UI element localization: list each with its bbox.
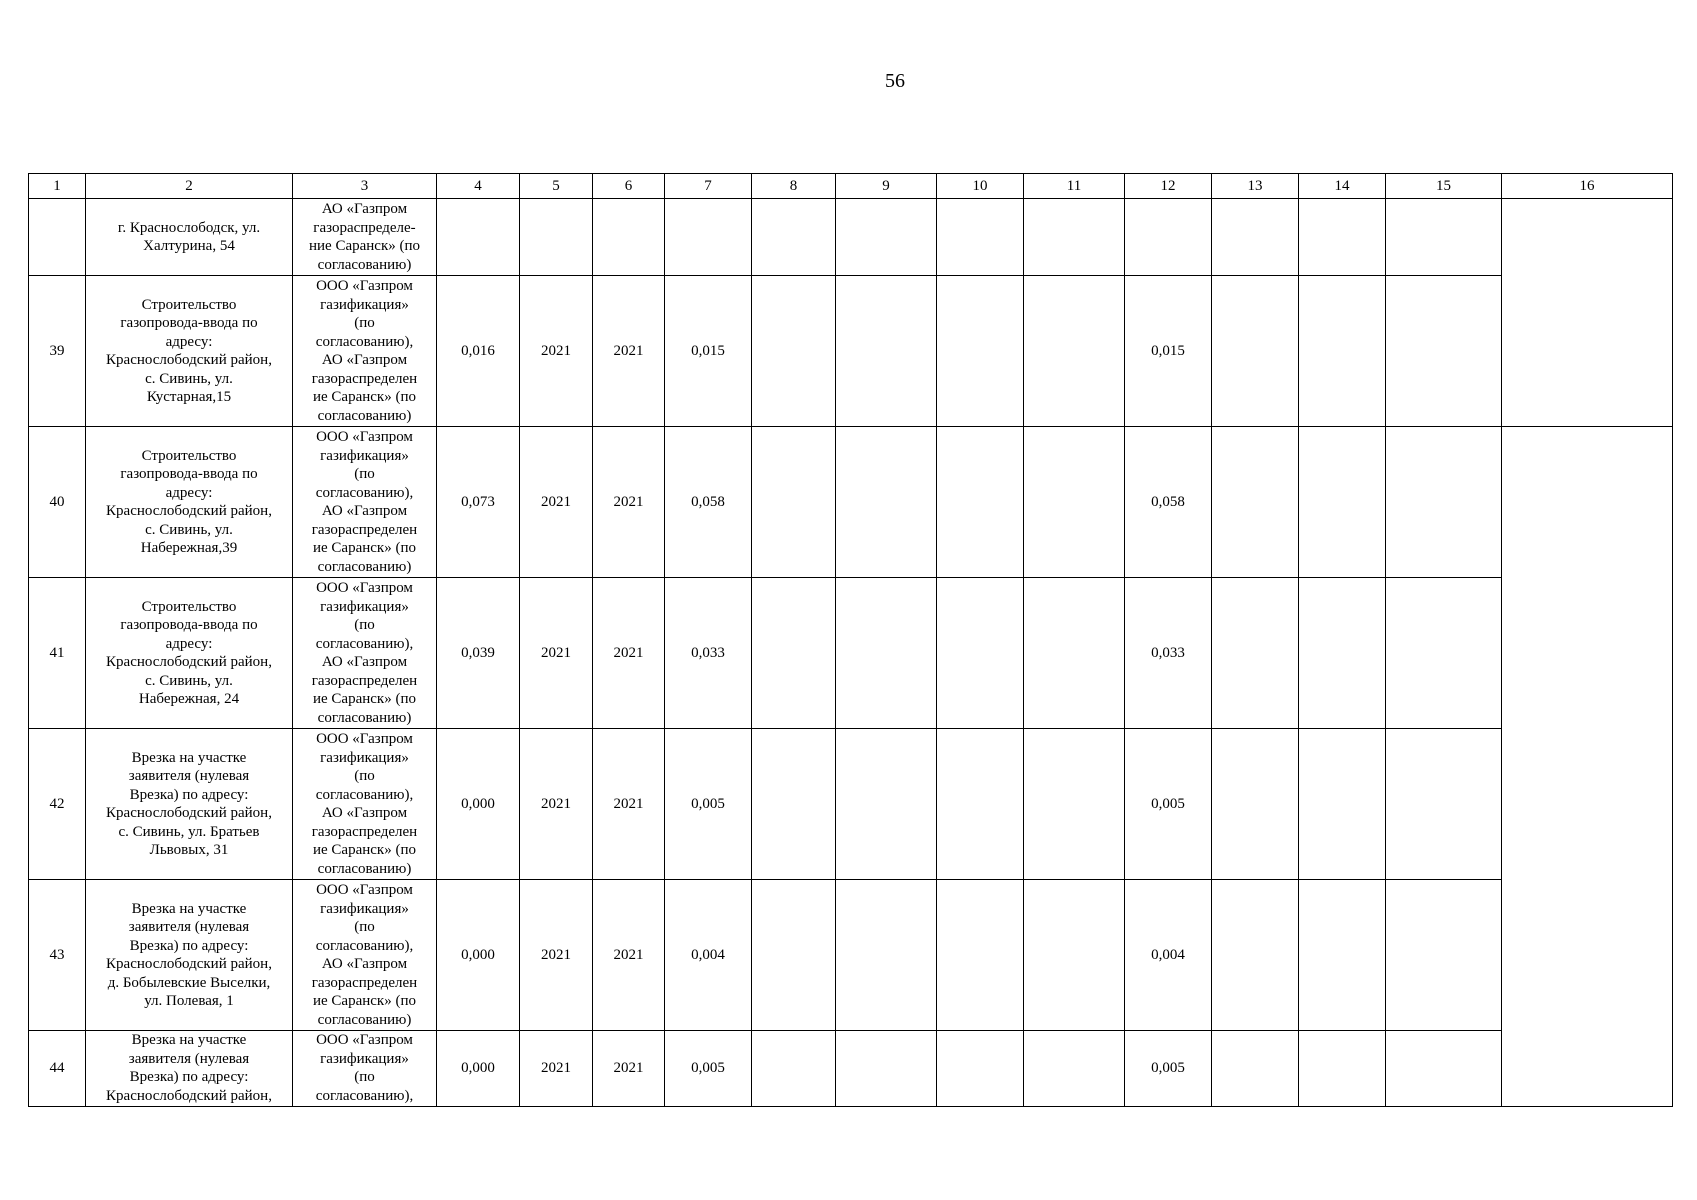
- value-cell: 2021: [593, 1031, 665, 1107]
- column-header: 5: [520, 174, 593, 199]
- row-number: 44: [29, 1031, 86, 1107]
- table-row: [29, 199, 1673, 276]
- value-cell: [593, 199, 665, 276]
- value-cell: [665, 199, 752, 276]
- value-cell: 2021: [593, 427, 665, 578]
- value-cell: [1299, 199, 1386, 276]
- value-cell: 2021: [593, 578, 665, 729]
- value-cell: [520, 199, 593, 276]
- value-cell: [937, 199, 1024, 276]
- value-cell: [937, 880, 1024, 1031]
- value-cell: 0,033: [1125, 578, 1212, 729]
- table-row: [29, 880, 1673, 1031]
- column-header: 7: [665, 174, 752, 199]
- organization-cell: ООО «Газпром газификация» (по согласованию), АО «Газпром газораспределен ие Саранск» (по согласованию): [293, 578, 437, 729]
- value-cell: [1299, 427, 1386, 578]
- organization-cell: ООО «Газпром газификация» (по согласованию),: [293, 1031, 437, 1107]
- value-cell: [1386, 578, 1502, 729]
- value-cell: [752, 729, 836, 880]
- value-cell: [1212, 199, 1299, 276]
- value-cell: 0,058: [665, 427, 752, 578]
- value-cell: [836, 880, 937, 1031]
- value-cell: 0,005: [665, 1031, 752, 1107]
- organization-cell: АО «Газпром газораспределе- ние Саранск» (по согласованию): [293, 199, 437, 276]
- value-cell: 2021: [520, 1031, 593, 1107]
- value-cell: [836, 578, 937, 729]
- value-cell: [1386, 199, 1502, 276]
- value-cell: [836, 729, 937, 880]
- value-cell: [836, 199, 937, 276]
- value-cell: [1386, 729, 1502, 880]
- value-cell: [752, 199, 836, 276]
- value-cell: 0,005: [665, 729, 752, 880]
- value-cell: 0,058: [1125, 427, 1212, 578]
- value-cell: [937, 276, 1024, 427]
- column-header: 10: [937, 174, 1024, 199]
- value-cell: 2021: [520, 427, 593, 578]
- table-header-row: [29, 174, 1673, 199]
- value-cell: [1299, 578, 1386, 729]
- value-cell: 2021: [520, 578, 593, 729]
- value-cell: [1299, 1031, 1386, 1107]
- column-header: 9: [836, 174, 937, 199]
- column-header: 8: [752, 174, 836, 199]
- value-cell: [836, 1031, 937, 1107]
- value-cell: 0,015: [665, 276, 752, 427]
- value-cell: 2021: [520, 729, 593, 880]
- table-row: [29, 427, 1673, 578]
- value-cell: [1024, 880, 1125, 1031]
- value-cell: 0,000: [437, 1031, 520, 1107]
- value-cell: [1299, 276, 1386, 427]
- value-cell: [1299, 880, 1386, 1031]
- value-cell: 0,073: [437, 427, 520, 578]
- table-row: [29, 1031, 1673, 1107]
- value-cell: [1024, 199, 1125, 276]
- value-cell: [1386, 880, 1502, 1031]
- value-cell: 0,015: [1125, 276, 1212, 427]
- row-number: 42: [29, 729, 86, 880]
- data-table: [28, 173, 1673, 1107]
- value-cell: [836, 427, 937, 578]
- column-header: 2: [86, 174, 293, 199]
- row-number: 43: [29, 880, 86, 1031]
- table-row: [29, 276, 1673, 427]
- table-row: [29, 578, 1673, 729]
- value-cell: [937, 578, 1024, 729]
- value-cell: [437, 199, 520, 276]
- column-header: 12: [1125, 174, 1212, 199]
- value-cell: [1024, 729, 1125, 880]
- value-cell: [752, 427, 836, 578]
- column-header: 3: [293, 174, 437, 199]
- value-cell: [1212, 880, 1299, 1031]
- value-cell: 0,005: [1125, 1031, 1212, 1107]
- row-number: 41: [29, 578, 86, 729]
- row-number: [29, 199, 86, 276]
- table-row: [29, 729, 1673, 880]
- organization-cell: ООО «Газпром газификация» (по согласованию), АО «Газпром газораспределен ие Саранск» (по согласованию): [293, 880, 437, 1031]
- value-cell: [1024, 578, 1125, 729]
- column-header: 1: [29, 174, 86, 199]
- value-cell: 2021: [520, 880, 593, 1031]
- object-name-cell: Врезка на участке заявителя (нулевая Врезка) по адресу: Краснослободский район, с. Сивинь, ул. Братьев Львовых, 31: [86, 729, 293, 880]
- value-cell: [1024, 427, 1125, 578]
- value-cell: 2021: [520, 276, 593, 427]
- column-header: 15: [1386, 174, 1502, 199]
- object-name-cell: Врезка на участке заявителя (нулевая Врезка) по адресу: Краснослободский район, д. Бобылевские Выселки, ул. Полевая, 1: [86, 880, 293, 1031]
- object-name-cell: г. Краснослободск, ул. Халтурина, 54: [86, 199, 293, 276]
- value-cell: [1212, 427, 1299, 578]
- value-cell: [1125, 199, 1212, 276]
- value-cell: [752, 578, 836, 729]
- value-cell: 2021: [593, 276, 665, 427]
- column-header: 14: [1299, 174, 1386, 199]
- value-cell: [937, 427, 1024, 578]
- value-cell: 0,000: [437, 729, 520, 880]
- value-cell: [1212, 276, 1299, 427]
- value-cell: [1386, 427, 1502, 578]
- value-cell: [1299, 729, 1386, 880]
- value-cell: [1212, 1031, 1299, 1107]
- column-header: 4: [437, 174, 520, 199]
- row-number: 39: [29, 276, 86, 427]
- value-cell: 2021: [593, 880, 665, 1031]
- value-cell: 0,016: [437, 276, 520, 427]
- object-name-cell: Строительство газопровода-ввода по адресу: Краснослободский район, с. Сивинь, ул. Кустарная,15: [86, 276, 293, 427]
- page-number: 56: [885, 70, 905, 92]
- value-cell: [1212, 729, 1299, 880]
- organization-cell: ООО «Газпром газификация» (по согласованию), АО «Газпром газораспределен ие Саранск» (по согласованию): [293, 276, 437, 427]
- column-header: 6: [593, 174, 665, 199]
- value-cell: [937, 1031, 1024, 1107]
- value-cell: 0,004: [1125, 880, 1212, 1031]
- value-cell: [937, 729, 1024, 880]
- column-header: 13: [1212, 174, 1299, 199]
- column-16-merged-cell: [1502, 199, 1673, 427]
- row-number: 40: [29, 427, 86, 578]
- value-cell: [1024, 1031, 1125, 1107]
- object-name-cell: Строительство газопровода-ввода по адресу: Краснослободский район, с. Сивинь, ул. Набережная,39: [86, 427, 293, 578]
- object-name-cell: Строительство газопровода-ввода по адресу: Краснослободский район, с. Сивинь, ул. Набережная, 24: [86, 578, 293, 729]
- value-cell: [752, 1031, 836, 1107]
- organization-cell: ООО «Газпром газификация» (по согласованию), АО «Газпром газораспределен ие Саранск» (по согласованию): [293, 427, 437, 578]
- value-cell: [752, 276, 836, 427]
- column-header: 11: [1024, 174, 1125, 199]
- column-header: 16: [1502, 174, 1673, 199]
- organization-cell: ООО «Газпром газификация» (по согласованию), АО «Газпром газораспределен ие Саранск» (по согласованию): [293, 729, 437, 880]
- value-cell: [1386, 276, 1502, 427]
- object-name-cell: Врезка на участке заявителя (нулевая Врезка) по адресу: Краснослободский район,: [86, 1031, 293, 1107]
- value-cell: 0,004: [665, 880, 752, 1031]
- value-cell: 2021: [593, 729, 665, 880]
- value-cell: 0,039: [437, 578, 520, 729]
- value-cell: [1386, 1031, 1502, 1107]
- value-cell: 0,000: [437, 880, 520, 1031]
- column-16-merged-cell: [1502, 427, 1673, 1107]
- value-cell: [1212, 578, 1299, 729]
- value-cell: 0,033: [665, 578, 752, 729]
- value-cell: 0,005: [1125, 729, 1212, 880]
- value-cell: [752, 880, 836, 1031]
- value-cell: [836, 276, 937, 427]
- value-cell: [1024, 276, 1125, 427]
